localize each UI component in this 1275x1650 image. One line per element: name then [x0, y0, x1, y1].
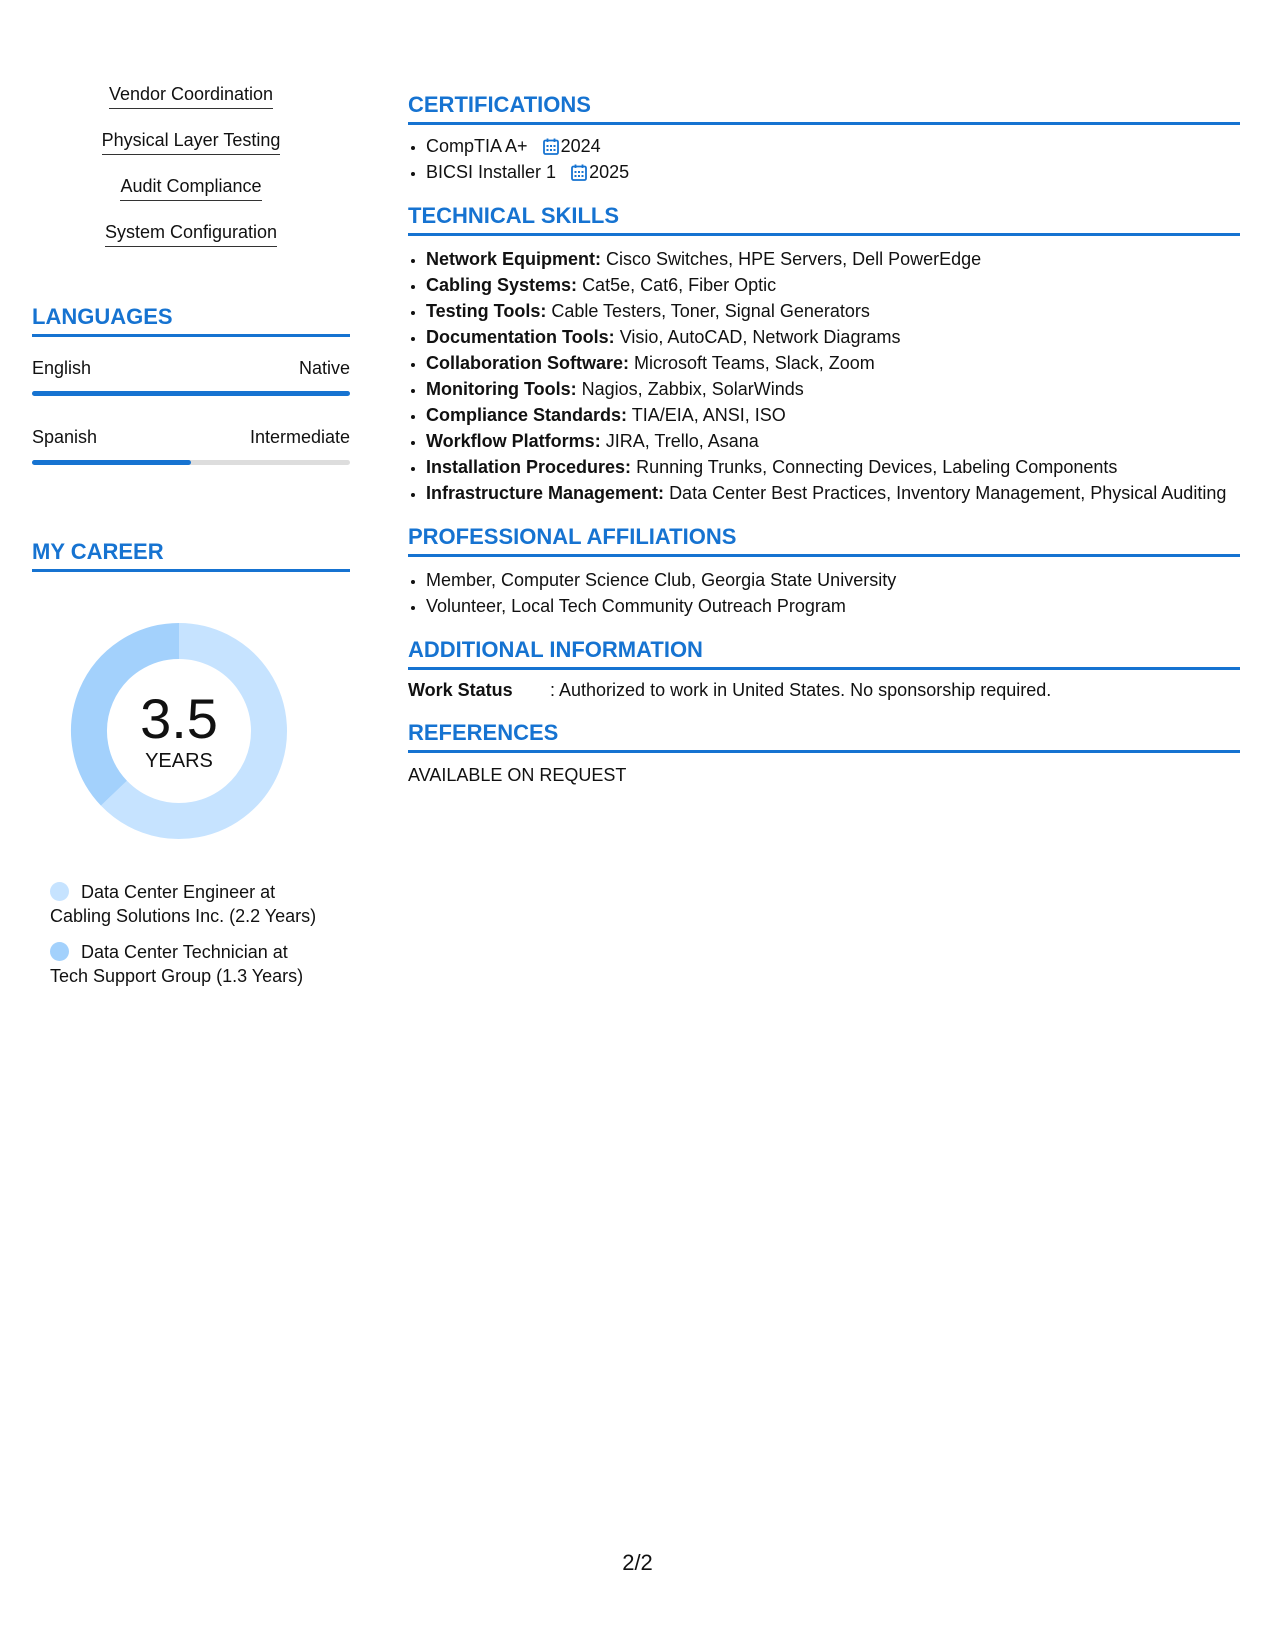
languages-section [32, 304, 350, 465]
skill-tag: System Configuration [105, 220, 277, 247]
certification-year: 2025 [589, 162, 630, 182]
language-level: Intermediate [249, 427, 350, 447]
skill-tag: Audit Compliance [120, 174, 261, 201]
skill-label: Testing Tools: [426, 301, 547, 321]
skill-label: Workflow Platforms: [426, 431, 601, 451]
skill-label: Installation Procedures: [426, 457, 632, 477]
skill-item [426, 350, 1240, 376]
skill-value: JIRA, Trello, Asana [605, 431, 759, 451]
certification-item [426, 159, 1240, 185]
work-status-label: Work Status [408, 680, 513, 700]
calendar-icon [543, 138, 559, 155]
affiliation-item: • Volunteer, Local Tech Community Outreach Program [426, 593, 1240, 619]
skill-label: Monitoring Tools: [426, 379, 577, 399]
skill-value: TIA/EIA, ANSI, ISO [631, 405, 786, 425]
skill-item [426, 376, 1240, 402]
skill-label: Documentation Tools: [426, 327, 615, 347]
language-name: Spanish [32, 427, 98, 447]
skill-value: Microsoft Teams, Slack, Zoom [634, 353, 875, 373]
career-role: Data Center Engineer at Cabling Solutions Inc. (2.2 Years) [50, 882, 317, 926]
additional-info-section [408, 637, 1240, 702]
affiliation-item: • Member, Computer Science Club, Georgia State University [426, 567, 1240, 593]
skill-value: Data Center Best Practices, Inventory Management, Physical Auditing [669, 483, 1227, 503]
skill-label: Infrastructure Management: [426, 483, 665, 503]
skill-item [426, 246, 1240, 272]
certifications-section [408, 92, 1240, 185]
language-item [32, 357, 350, 396]
skill-label: Cabling Systems: [426, 275, 578, 295]
right-column [408, 92, 1240, 805]
skill-value: Nagios, Zabbix, SolarWinds [581, 379, 804, 399]
skill-label: Collaboration Software: [426, 353, 630, 373]
skill-item [426, 324, 1240, 350]
career-legend-item [50, 880, 330, 928]
references-text: AVAILABLE ON REQUEST [408, 765, 627, 785]
skill-item [426, 428, 1240, 454]
career-section [32, 539, 350, 988]
references-section [408, 720, 1240, 787]
left-column [32, 82, 350, 1000]
legend-dot [50, 882, 69, 901]
legend-dot [50, 942, 69, 961]
references-title: REFERENCES [408, 720, 1240, 753]
language-name: English [32, 358, 92, 378]
page-number: 2/2 [622, 1550, 653, 1575]
affiliations-section [408, 524, 1240, 619]
career-total: 3.5 [140, 687, 218, 750]
career-donut [64, 616, 294, 846]
skill-item [426, 480, 1240, 506]
skill-value: Cat5e, Cat6, Fiber Optic [582, 275, 777, 295]
skill-label: Network Equipment: [426, 249, 602, 269]
skill-item [426, 454, 1240, 480]
skill-tag: Physical Layer Testing [102, 128, 281, 155]
career-legend [32, 880, 330, 988]
skill-value: Running Trunks, Connecting Devices, Labeling Components [636, 457, 1118, 477]
certification-name: CompTIA A+ [426, 136, 528, 156]
technical-skills-section [408, 203, 1240, 506]
skill-value: Visio, AutoCAD, Network Diagrams [619, 327, 901, 347]
career-legend-item [50, 940, 330, 988]
language-bar [32, 460, 350, 465]
skill-item [426, 272, 1240, 298]
additional-info-title: ADDITIONAL INFORMATION [408, 637, 1240, 670]
affiliations-title: PROFESSIONAL AFFILIATIONS [408, 524, 1240, 557]
language-item [32, 426, 350, 465]
language-bar-fill [32, 460, 191, 465]
skill-tags [32, 82, 350, 266]
career-unit: YEARS [145, 750, 213, 772]
skill-item [426, 298, 1240, 324]
languages-title: LANGUAGES [32, 304, 350, 337]
skill-value: Cisco Switches, HPE Servers, Dell PowerEdge [606, 249, 982, 269]
skill-label: Compliance Standards: [426, 405, 628, 425]
language-bar-fill [32, 391, 350, 396]
work-status-value: : Authorized to work in United States. No sponsorship required. [550, 680, 1052, 700]
language-level: Native [298, 358, 350, 378]
certification-name: BICSI Installer 1 [426, 162, 557, 182]
calendar-icon [571, 164, 587, 181]
skill-item [426, 402, 1240, 428]
certification-item [426, 133, 1240, 159]
skill-value: Cable Testers, Toner, Signal Generators [551, 301, 870, 321]
skill-tag: Vendor Coordination [109, 82, 273, 109]
technical-skills-title: TECHNICAL SKILLS [408, 203, 1240, 236]
certification-year: 2024 [560, 136, 601, 156]
career-role: Data Center Technician at Tech Support Group (1.3 Years) [50, 942, 304, 986]
work-status-row [408, 678, 1240, 702]
career-title: MY CAREER [32, 539, 350, 572]
language-bar [32, 391, 350, 396]
certifications-title: CERTIFICATIONS [408, 92, 1240, 125]
